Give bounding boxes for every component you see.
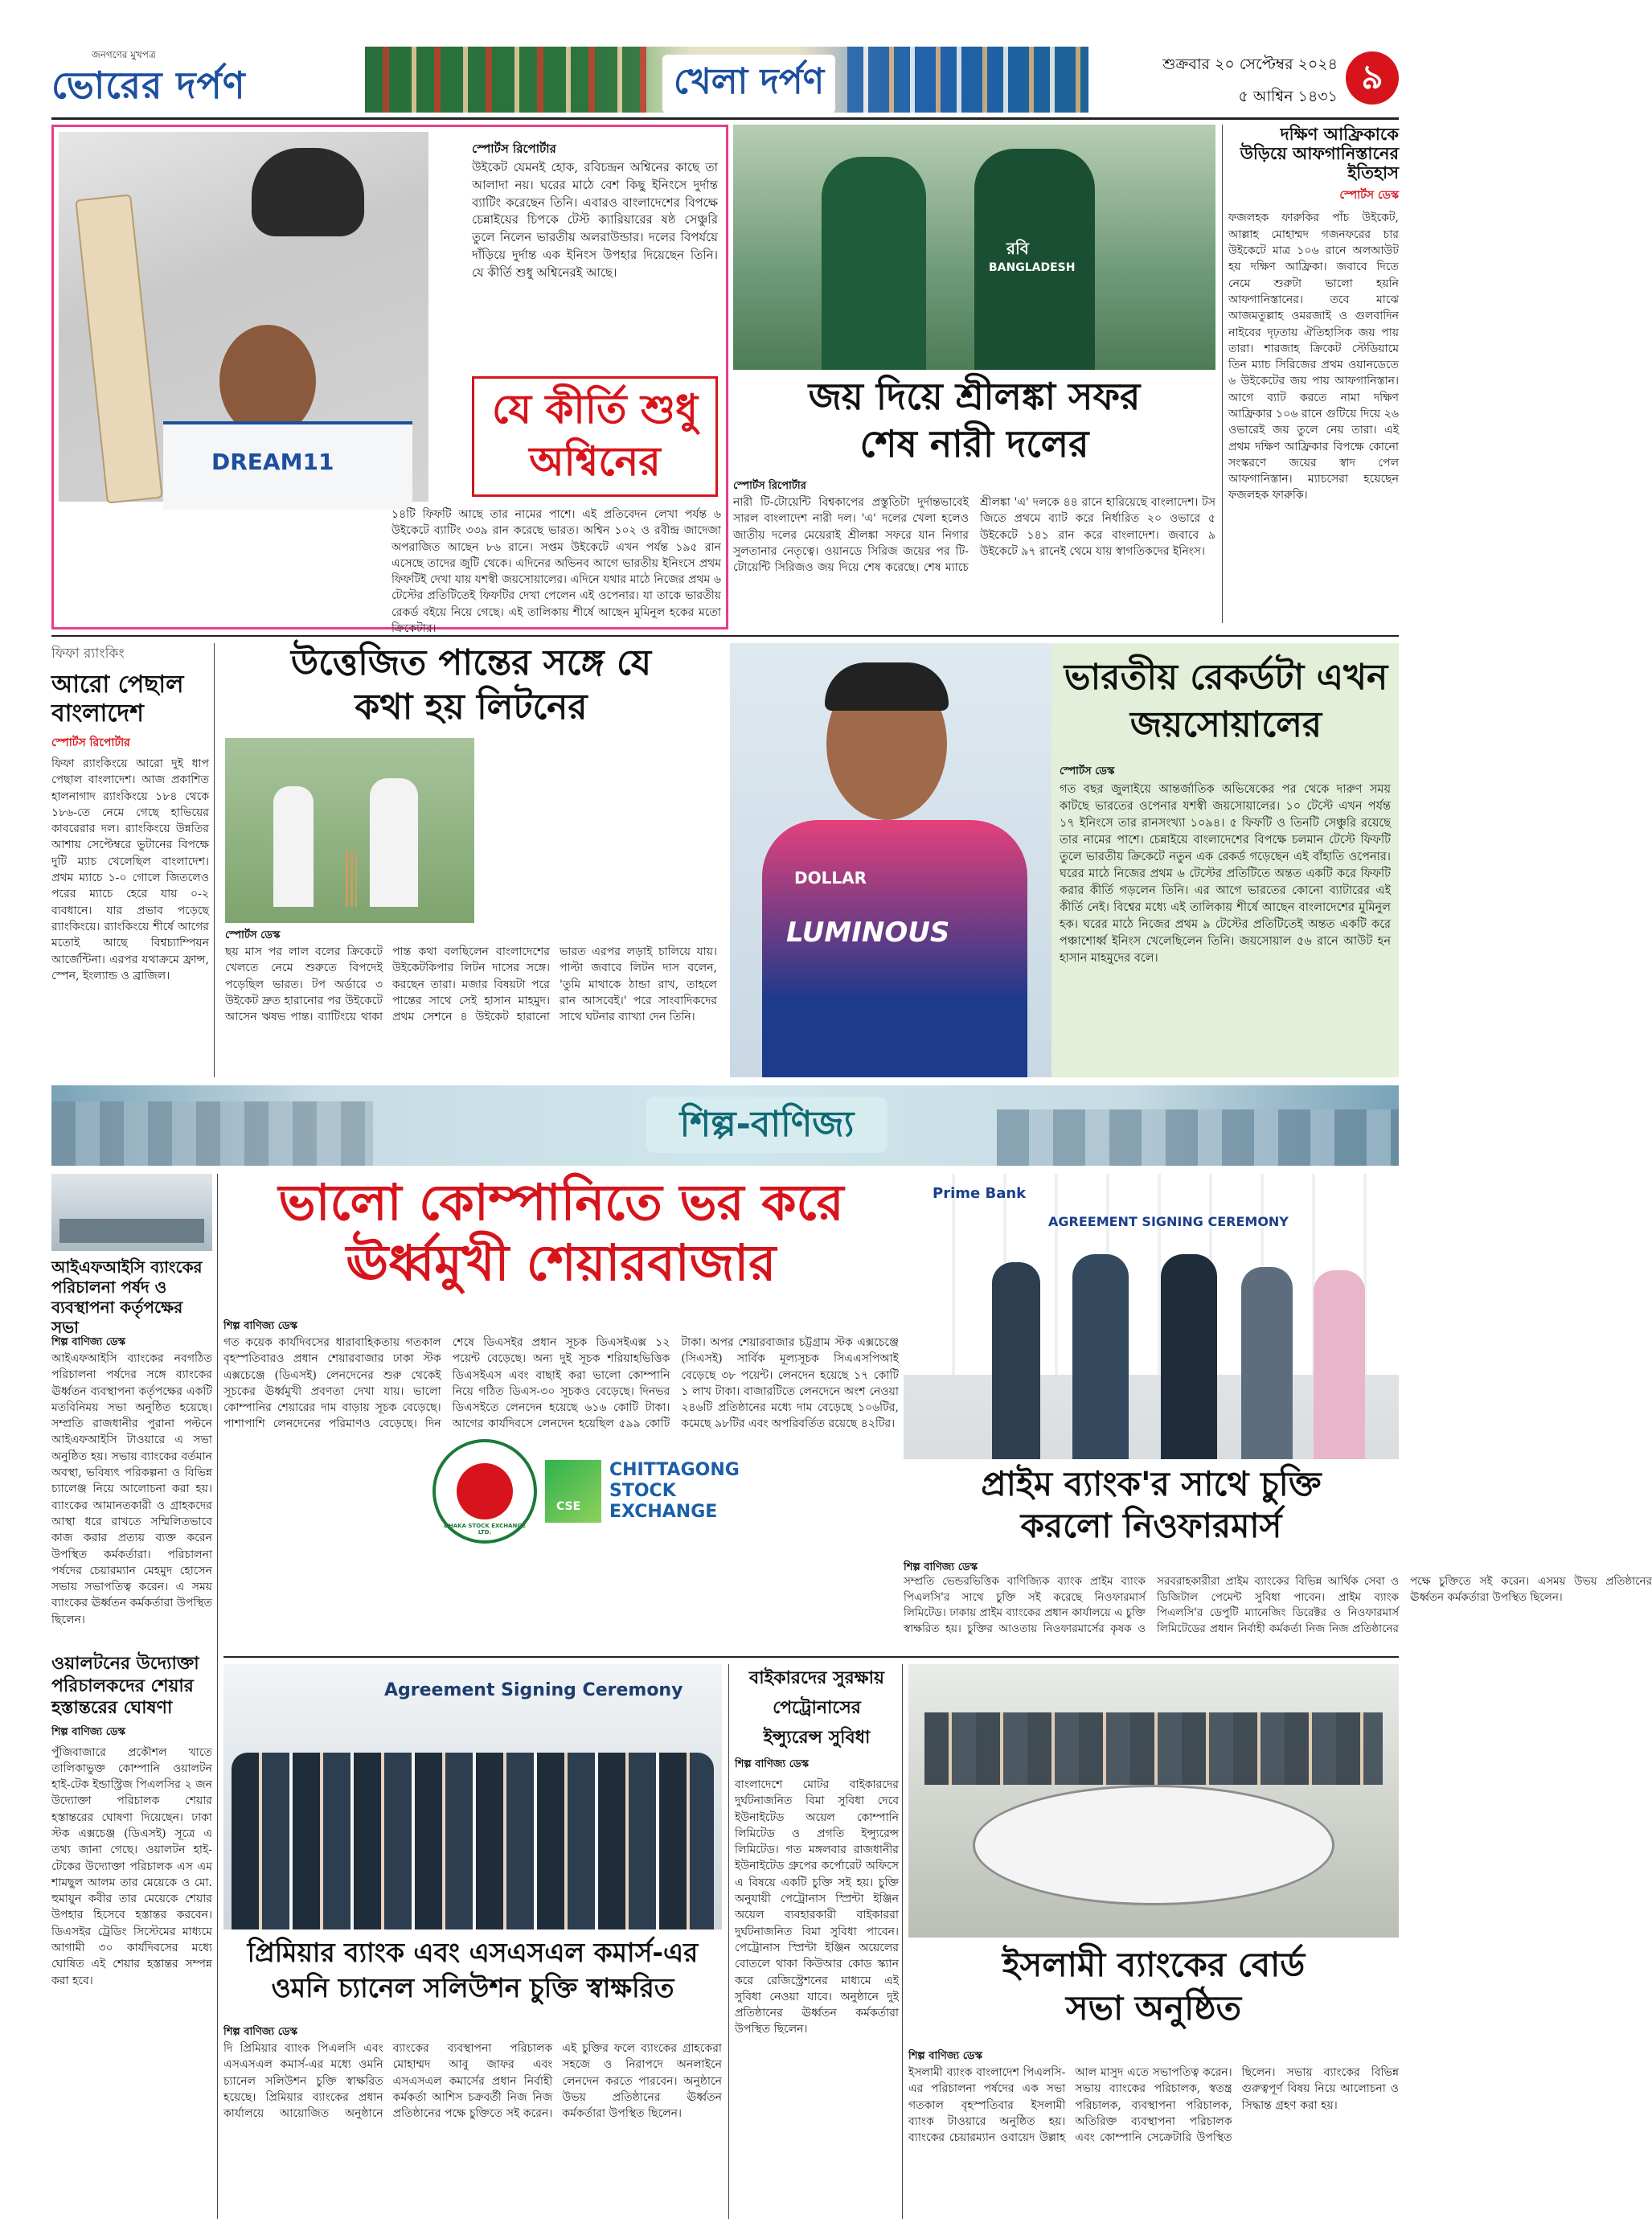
cse-logo	[545, 1455, 746, 1528]
prime-title	[904, 1465, 1399, 1546]
women-byline: স্পোর্টস রিপোর্টার	[733, 480, 806, 492]
jersey-sponsor-main: LUMINOUS	[786, 917, 950, 949]
jersey-robi: রবি	[1006, 239, 1029, 258]
premier-photo	[223, 1664, 722, 1929]
prime-title-line1: প্রাইম ব্যাংক'র সাথে চুক্তি	[981, 1464, 1322, 1503]
islami-title-line2: সভা অনুষ্ঠিত	[1065, 1988, 1242, 2028]
jersey-bangladesh: BANGLADESH	[989, 261, 1076, 274]
jaiswal-story	[730, 643, 1399, 1077]
jersey-sponsor-top: DOLLAR	[794, 868, 867, 888]
jaiswal-title-line2: জয়সোয়ালের	[1129, 703, 1322, 745]
ific-title: আইএফআইসি ব্যাংকের পরিচালনা পর্ষদ ও ব্যবস্থাপনা কর্তৃপক্ষের সভা	[51, 1257, 203, 1337]
ashwin-intro: উইকেট যেমনই হোক, রবিচন্দ্রন অশ্বিনের কাছে তা আলাদা নয়। ঘরের মাঠে বেশ কিছু ইনিংসে দুর্দান্ত ব্যাটিং করেছেন তিনি। এবারও বাংলাদেশের বিপক্ষে চেন্নাইয়ের চিপকে টেস্ট ক্যারিয়ারের ষষ্ঠ সেঞ্চুরি তুলে নিলেন ভারতীয় অলরাউন্ডার। দলের বিপর্যয়ে দাঁড়িয়ে দুর্দান্ত এক ইনিংস উপহার দিয়েছেন তিনি। যে কীর্তি শুধু অশ্বিনেরই আছে।	[472, 160, 718, 280]
petronas-title	[735, 1664, 899, 1753]
player-shirt	[163, 421, 412, 510]
cse-tag: CSE	[556, 1500, 581, 1513]
pant-title	[220, 643, 722, 728]
cse-logo-line1: CHITTAGONG	[609, 1460, 740, 1480]
commerce-section-title: শিল্প-বাণিজ্য	[646, 1097, 887, 1153]
walton-body: পুঁজিবাজারে প্রকৌশল খাতে তালিকাভুক্ত কোম্পানি ওয়ালটন হাই-টেক ইন্ডাস্ট্রিজ পিএলসির ২ জন উদ্যোক্তা পরিচালক শেয়ার হস্তান্তরের ঘোষণা দিয়েছেন। ঢাকা স্টক এক্সচেঞ্জ (ডিএসই) সূত্রে এ তথ্য জানা গেছে। ওয়ালটন হাই-টেকের উদ্যোক্তা পরিচালক এস এম শামছুল আলম তার মেয়েকে ও মো. হুমায়ুন কবীর তার মেয়েকে শেয়ার উপহার হিসেবে হস্তান্তর করবেন। ডিএসইর ট্রেডিং সিস্টেমের মাধ্যমে আগামী ৩০ কার্যদিবসের মধ্যে ঘোষিত এই শেয়ার হস্তান্তর সম্পন্ন করা হবে।	[51, 1745, 212, 1987]
afghan-story	[1228, 125, 1399, 623]
premier-banner: Agreement Signing Ceremony	[384, 1680, 683, 1700]
meeting-table	[59, 1219, 204, 1243]
masthead-date-bengali: ৫ আশ্বিন ১৪৩১	[1238, 88, 1338, 105]
premier-byline: শিল্প বাণিজ্য ডেস্ক	[223, 2026, 297, 2038]
islami-byline: শিল্প বাণিজ্য ডেস্ক	[908, 2050, 982, 2062]
cse-logo-line3: EXCHANGE	[609, 1502, 718, 1522]
premier-body: দি প্রিমিয়ার ব্যাংক পিএলসি এবং এসএসএল কমার্স-এর মধ্যে ওমনি চ্যানেল সলিউশন চুক্তি স্বাক্ষরিত হয়েছে। প্রিমিয়ার ব্যাংকের প্রধান কার্যালয়ে আয়োজিত অনুষ্ঠানে ব্যাংকের ব্যবস্থাপনা পরিচালক মোহাম্মদ আবু জাফর এবং এসএসএল কমার্সের প্রধান নির্বাহী কর্মকর্তা আশিস চক্রবর্তী নিজ নিজ প্রতিষ্ঠানের পক্ষে চুক্তিতে সই করেন। এই চুক্তির ফলে ব্যাংকের গ্রাহকেরা সহজে ও নিরাপদে অনলাইনে লেনদেন করতে পারবেন। অনুষ্ঠানে উভয় প্রতিষ্ঠানের ঊর্ধ্বতন কর্মকর্তারা উপস্থিত ছিলেন।	[223, 2042, 722, 2121]
ific-byline: শিল্প বাণিজ্য ডেস্ক	[51, 1336, 125, 1348]
prime-byline: শিল্প বাণিজ্য ডেস্ক	[904, 1561, 978, 1573]
premier-title	[223, 1938, 722, 2003]
women-title-line2: শেষ নারী দলের	[859, 421, 1089, 465]
stumps	[346, 851, 357, 907]
person-1	[992, 1262, 1040, 1459]
premier-title-line1: প্রিমিয়ার ব্যাংক এবং এসএসএল কমার্স-এর	[247, 1937, 699, 1968]
fifa-byline: স্পোর্টস রিপোর্টার	[51, 736, 130, 749]
fifa-label: ফিফা র‌্যাংকিং	[51, 646, 125, 662]
ashwin-title-text: যে কীর্তি শুধু অশ্বিনের	[491, 386, 699, 485]
market-body: গত কয়েক কার্যদিবসের ধারাবাহিকতায় গতকাল বৃহস্পতিবারও প্রধান শেয়ারবাজার ঢাকা স্টক এক্সচেঞ্জে (ডিএসই) লেনদেনের শুরু থেকেই সূচকের ঊর্ধ্বমুখী প্রবণতা দেখা যায়। ভালো কোম্পানির শেয়ারের দাম বাড়ায় সূচক বেড়েছে। পাশাপাশি লেনদেনের পরিমাণও বেড়েছে। দিন শেষে ডিএসইর প্রধান সূচক ডিএসইএক্স ১২ পয়েন্ট বেড়েছে। অন্য দুই সূচক শরিয়াহভিত্তিক ডিএসইএস এবং বাছাই করা ভালো কোম্পানি নিয়ে গঠিত ডিএস-৩০ সূচকও বেড়েছে। দিনভর ডিএসইতে লেনদেন হয়েছে ৬১৬ কোটি টাকা। আগের কার্যদিবসে লেনদেন হয়েছিল ৫৯৯ কোটি টাকা। অপর শেয়ারবাজার চট্টগ্রাম স্টক এক্সচেঞ্জে (সিএসই) সার্বিক মূল্যসূচক সিএএসপিআই বেড়েছে ৩৮ পয়েন্ট। লেনদেন হয়েছে ১৭ কোটি ১ লাখ টাকা। বাজারটিতে লেনদেনে অংশ নেওয়া ২৪৬টি প্রতিষ্ঠানের মধ্যে দাম বেড়েছে ১০৬টির, কমেছে ৯৮টির এবং অপরিবর্তিত রয়েছে ৪২টির।	[223, 1336, 899, 1431]
pant-photo	[225, 738, 474, 923]
masthead	[51, 47, 1399, 113]
market-title	[223, 1174, 899, 1292]
fifa-story	[51, 643, 209, 1077]
batter-1	[273, 786, 314, 907]
women-body: নারী টি-টোয়েন্টি বিশ্বকাপের প্রস্তুতিটা দুর্দান্তভাবেই সারল বাংলাদেশ নারী দল। 'এ' দলের খেলা হলেও জাতীয় দলের মেয়েরাই শ্রীলঙ্কা সফরে যান নিগার সুলতানার নেতৃত্বে। ওয়ানডে সিরিজ জয়ের পর টি-টোয়েন্টি সিরিজও জয় দিয়ে শেষ করেছে। শেষ ম্যাচে শ্রীলঙ্কা 'এ' দলকে ৪৪ রানে হারিয়েছে বাংলাদেশ। টস জিতে প্রথমে ব্যাট করে নির্ধারিত ২০ ওভারে ৫ উইকেটে ১৪১ রান করে বাংলাদেশ। জবাবে ৯ উইকেটে ৯৭ রানেই থেমে যায় স্বাগতিকদের ইনিংস।	[733, 496, 1215, 575]
prime-ceremony-text: AGREEMENT SIGNING CEREMONY	[1048, 1214, 1289, 1229]
person-2	[1072, 1254, 1129, 1459]
player-right	[974, 149, 1095, 370]
islami-photo	[908, 1664, 1399, 1938]
prime-logo-text: Prime Bank	[933, 1185, 1027, 1202]
dse-logo	[432, 1439, 537, 1544]
prime-title-line2: করলো নিওফারমার্স	[1020, 1506, 1282, 1546]
walton-title: ওয়ালটনের উদ্যোক্তা পরিচালকদের শেয়ার হস্তান্তরের ঘোষণা	[51, 1654, 199, 1718]
player-left	[822, 157, 926, 370]
ashwin-title	[472, 376, 718, 497]
section-divider-1	[51, 635, 1399, 637]
pant-byline: স্পোর্টস ডেস্ক	[225, 929, 281, 941]
market-story	[223, 1174, 899, 1648]
banner-factory-left	[51, 1101, 373, 1166]
islami-title	[908, 1946, 1399, 2028]
person-4	[1241, 1267, 1293, 1459]
shirt-sponsor: DREAM11	[211, 449, 334, 475]
masthead-date-gregorian: শুক্রবার ২০ সেপ্টেম্বর ২০২৪	[1162, 55, 1338, 73]
batter-2	[370, 778, 418, 907]
ashwin-body: ১৪টি ফিফটি আছে তার নামের পাশে। এই প্রতিবেদন লেখা পর্যন্ত ৬ উইকেটে ব্যাটিং ৩৩৯ রান করেছে ভারত। অশ্বিন ১০২ ও রবীন্দ্র জাদেজা অপরাজিত আছেন ৮৬ রানে। সপ্তম উইকেটে এখন পর্যন্ত ১৯৫ রান এসেছে তাদের জুটি থেকে। এদিনের অভিনব আগে ভারতীয় ইনিংসে প্রথম ফিফটিই দেখা যায় যশস্বী জয়সোয়ালের। এদিনে যথার মাঠে নিজের প্রথম ৬ টেস্টের প্রতিটিতেই ফিফটির দেখা পেলেন এই ওপেনার। যা তাকে ভারতীয় রেকর্ড বইয়ে নিয়ে গেছে। এই তালিকায় শীর্ষে আছেন মুমিনুল হকের মতো ক্রিকেটার।	[391, 508, 721, 636]
petronas-story	[735, 1664, 899, 2219]
commerce-banner	[51, 1085, 1399, 1166]
section-divider-2	[223, 1656, 1399, 1658]
pant-body: ছয় মাস পর লাল বলের ক্রিকেটে খেলতে নেমে শুরুতে বিপদেই পড়েছিল ভারত। টপ অর্ডারে ৩ উইকেট দ্রুত হারানোর পর উইকেটে আসেন ঋষভ পান্ত। ব্যাটিংয়ে থাকা পান্ত কথা বলছিলেন বাংলাদেশের উইকেটকিপার লিটন দাসের সঙ্গে। করছেন তারা। মজার বিষয়টা পরে পান্তের সাথে সেই হাসান মাহমুদ। প্রথম সেশনে ৪ উইকেট হারানো ভারত এরপর লড়াই চালিয়ে যায়। পাল্টা জবাবে লিটন দাস বলেন, 'তুমি মাথাকে ঠান্ডা রাখ, তাহলে রান আসবেই।' পরে সাংবাদিকদের সাথে ঘটনার ব্যাখ্যা দেন তিনি।	[225, 945, 717, 1024]
masthead-players-right	[847, 47, 1088, 113]
jaiswal-byline: স্পোর্টস ডেস্ক	[1060, 765, 1115, 777]
ific-photo	[51, 1174, 212, 1251]
ific-body: আইএফআইসি ব্যাংকের নবগঠিত পরিচালনা পর্ষদের সঙ্গে ব্যাংকের ঊর্ধ্বতন ব্যবস্থাপনা কর্তৃপক্ষের একটি মতবিনিময় সভা অনুষ্ঠিত হয়েছে। সম্প্রতি রাজধানীর পুরানা পল্টনে আইএফআইসি টাওয়ারে এ সভা অনুষ্ঠিত হয়। সভায় ব্যাংকের বর্তমান অবস্থা, ভবিষ্যৎ পরিকল্পনা ও বিভিন্ন চ্যালেঞ্জ নিয়ে আলোচনা করা হয়। ব্যাংকের আমানতকারী ও গ্রাহকদের আস্থা ধরে রাখতে সম্মিলিতভাবে কাজ করার প্রত্যয় ব্যক্ত করেন উপস্থিত কর্মকর্তারা। পরিচালনা পর্ষদের চেয়ারম্যান মেহমুদ হোসেন সভায় সভাপতিত্ব করেন। এ সময় ব্যাংকের ঊর্ধ্বতন কর্মকর্তারা উপস্থিত ছিলেন।	[51, 1352, 212, 1626]
masthead-section-title: খেলা দর্পণ	[662, 55, 835, 113]
walton-story	[51, 1653, 212, 2216]
person-3	[1161, 1254, 1217, 1459]
jaiswal-photo	[730, 643, 1051, 1077]
jaiswal-title-line1: ভারতীয় রেকর্ডটা এখন	[1064, 657, 1388, 698]
afghan-body: ফজলহক ফারুকির পাঁচ উইকেট, আল্লাহ মোহাম্মদ গজনফরের চার উইকেটে মাত্র ১০৬ রানে অলআউট হয় দক্ষিণ আফ্রিকা। জবাবে দিতে নেমে শুরুটা ভালো হয়নি আফগানিস্তানের। তবে মাঝে আজমতুল্লাহ ওমরজাই ও গুলবাদিন নাইবের দৃঢ়তায় ঐতিহাসিক জয় পায় তারা। শারজাহ ক্রিকেট স্টেডিয়ামে তিন ম্যাচ সিরিজের প্রথম ওয়ানডেতে ৬ উইকেটের জয় পায় আফগানিস্তান। আগে ব্যাট করতে নামা দক্ষিণ আফ্রিকার ১০৬ রানে গুটিয়ে দিয়ে ২৬ ওভারেই জয় তুলে নেয় তারা। এই প্রথম দক্ষিণ আফ্রিকার বিপক্ষে কোনো সংস্করণে জয়ের স্বাদ পেল আফগানিস্তান। ম্যাচসেরা হয়েছেন ফজলহক ফারুকি।	[1228, 211, 1399, 502]
prime-body: সম্প্রতি ভেন্ডরভিত্তিক বাণিজ্যিক ব্যাংক প্রাইম ব্যাংক পিএলসি'র সাথে চুক্তি সই করেছে নিওফারমার্স লিমিটেড। ঢাকায় প্রাইম ব্যাংকের প্রধান কার্যালয়ে এ চুক্তি স্বাক্ষরিত হয়। চুক্তির আওতায় নিওফারমার্সের কৃষক ও সরবরাহকারীরা প্রাইম ব্যাংকের বিভিন্ন আর্থিক সেবা ও ডিজিটাল পেমেন্ট সুবিধা পাবেন। প্রাইম ব্যাংক পিএলসি'র ডেপুটি ম্যানেজিং ডিরেক্টর ও নিওফারমার্স লিমিটেডের প্রধান নির্বাহী কর্মকর্তা নিজ নিজ প্রতিষ্ঠানের পক্ষে চুক্তিতে সই করেন। এসময় উভয় প্রতিষ্ঠানের ঊর্ধ্বতন কর্মকর্তারা উপস্থিত ছিলেন।	[904, 1575, 1652, 1635]
dse-logo-inner	[457, 1463, 513, 1519]
cse-logo-line2: STOCK	[609, 1481, 676, 1501]
dse-logo-text: DHAKA STOCK EXCHANGE LTD.	[444, 1523, 526, 1536]
pant-title-line2: কথা হয় লিটনের	[355, 686, 588, 728]
conference-table	[973, 1785, 1334, 1905]
petronas-body: বাংলাদেশে মোটর বাইকারদের দুর্ঘটনাজনিত বিমা সুবিধা দেবে ইউনাইটেড অয়েল কোম্পানি লিমিটেড ও প্রগতি ইন্স্যুরেন্স লিমিটেড। গত মঙ্গলবার রাজধানীর ইউনাইটেড গ্রুপের কর্পোরেট অফিসে এ বিষয়ে একটি চুক্তি সই হয়। চুক্তি অনুযায়ী পেট্রোনাস স্প্রিন্টা ইঞ্জিন অয়েল ব্যবহারকারী বাইকাররা দুর্ঘটনাজনিত বিমা সুবিধা পাবেন। পেট্রোনাস স্প্রিন্টা ইঞ্জিন অয়েলের বোতলে থাকা কিউআর কোড স্ক্যান করে রেজিস্ট্রেশনের মাধ্যমে এই সুবিধা নেওয়া যাবে। অনুষ্ঠানে দুই প্রতিষ্ঠানের ঊর্ধ্বতন কর্মকর্তারা উপস্থিত ছিলেন।	[735, 1778, 899, 2036]
masthead-logo-text: ভোরের দর্পণ	[51, 64, 246, 107]
fifa-title: আরো পেছাল বাংলাদেশ	[51, 670, 184, 728]
cse-logo-mark	[545, 1460, 601, 1523]
women-photo	[733, 125, 1215, 370]
masthead-logo-tagline: জনগণের মুখপত্র	[92, 49, 156, 60]
petronas-title-line1: বাইকারদের সুরক্ষায়	[749, 1668, 884, 1688]
fifa-body: ফিফা র‌্যাংকিংয়ে আরো দুই ধাপ পেছাল বাংলাদেশ। আজ প্রকাশিত হালনাগাদ র‌্যাংকিংয়ে ১৮৪ থেকে ১৮৬-তে নেমে গেছে হাভিয়ের কাবরেরার দল। র‌্যাংকিংয়ে উন্নতির আশায় সেপ্টেম্বরে ভুটানের বিপক্ষে দুটি ম্যাচ খেলেছিল বাংলাদেশ। প্রথম ম্যাচে ১-০ গোলে জিতলেও পরের ম্যাচে হেরে যায় ০-২ ব্যবধানে। যার প্রভাব পড়েছে র‌্যাংকিংয়ে। র‌্যাংকিংয়ে শীর্ষে আগের মতোই আছে বিশ্বচ্যাম্পিয়ন আর্জেন্টিনা। এরপর যথাক্রমে ফ্রান্স, স্পেন, ইংল্যান্ড ও ব্রাজিল।	[51, 757, 209, 982]
col-divider	[214, 643, 215, 1077]
jaiswal-hair	[825, 662, 949, 711]
masthead-divider	[51, 117, 1399, 120]
premier-title-line2: ওমনি চ্যানেল সলিউশন চুক্তি স্বাক্ষরিত	[271, 1971, 674, 2003]
board-members	[924, 1712, 1383, 1785]
pant-title-line1: উত্তেজিত পান্তের সঙ্গে যে	[290, 642, 652, 683]
petronas-title-line3: ইন্স্যুরেন্স সুবিধা	[763, 1728, 871, 1748]
petronas-title-line2: পেট্রোনাসের	[773, 1698, 861, 1718]
market-title-line2: ঊর্ধ্বমুখী শেয়ারবাজার	[346, 1233, 777, 1293]
afghan-title: দক্ষিণ আফ্রিকাকে উড়িয়ে আফগানিস্তানের ইতিহাস	[1240, 125, 1399, 183]
jaiswal-jersey	[762, 820, 1027, 1077]
page-number: ৯	[1346, 51, 1399, 105]
women-title	[733, 375, 1215, 465]
bat-shape	[75, 194, 162, 503]
col-divider	[902, 1664, 903, 2219]
col-divider	[217, 1174, 218, 2219]
group-people	[232, 1753, 714, 1929]
banner-ships-right	[997, 1109, 1399, 1166]
ific-story	[51, 1174, 212, 1648]
col-divider	[1222, 125, 1223, 623]
player-head	[219, 325, 316, 437]
women-title-line1: জয় দিয়ে শ্রীলঙ্কা সফর	[808, 375, 1141, 418]
jaiswal-body: গত বছর জুলাইয়ে আন্তর্জাতিক অভিষেকের পর থেকে দারুণ সময় কাটছে ভারতের ওপেনার যশস্বী জয়সোয়ালের। ১০ টেস্টে এখন পর্যন্ত ১৭ ইনিংসে তার রানসংখ্যা ১০৯৪। ৫ ফিফটি ও তিনটি সেঞ্চুরি রয়েছে তার নামের পাশে। চেন্নাইয়ে বাংলাদেশের বিপক্ষে চলমান টেস্টে ফিফটি তুলে ভারতীয় ক্রিকেটে নতুন এক রেকর্ড গড়েছেন এই বাঁহাতি ওপেনার। ঘরের মাঠে নিজের প্রথম ৬ টেস্টের প্রতিটিতে অন্তত একটি করে ফিফটি করার কীর্তি গড়লেন তিনি। এর আগে ভারতের কোনো ব্যাটারের এই কীর্তি নেই। বিশ্বের মধ্যে এই তালিকায় শীর্ষে আছেন বাংলাদেশের মুমিনুল হক। ঘরের মাঠে নিজের প্রথম ৯ টেস্টের প্রতিটিতেই অন্তত একটি করে পঞ্চাশোর্ধ্ব ইনিংস খেলেছিলেন তিনি। জয়সোয়াল ৫৬ রানে আউট হন হাসান মাহমুদের বলে।	[1060, 783, 1391, 966]
afghan-byline: স্পোর্টস ডেস্ক	[1339, 189, 1399, 203]
islami-title-line1: ইসলামী ব্যাংকের বোর্ড	[1002, 1945, 1306, 1984]
ashwin-byline: স্পোর্টস রিপোর্টার	[472, 141, 556, 156]
masthead-date	[1137, 53, 1338, 111]
masthead-logo	[51, 47, 357, 113]
pant-story	[220, 643, 722, 1077]
prime-story	[904, 1174, 1652, 1648]
prime-photo	[904, 1174, 1399, 1459]
col-divider	[728, 1664, 729, 2219]
market-title-line1: ভালো কোম্পানিতে ভর করে	[278, 1173, 844, 1232]
jaiswal-title	[1060, 658, 1392, 745]
premier-story	[223, 1664, 722, 2219]
market-byline: শিল্প বাণিজ্য ডেস্ক	[223, 1320, 297, 1332]
masthead-players-left	[365, 47, 646, 113]
ashwin-story	[51, 125, 728, 636]
helmet-shape	[252, 148, 364, 236]
ashwin-photo	[59, 132, 428, 502]
islami-story	[908, 1664, 1399, 2219]
women-story	[733, 125, 1215, 623]
walton-byline: শিল্প বাণিজ্য ডেস্ক	[51, 1725, 125, 1738]
islami-body: ইসলামী ব্যাংক বাংলাদেশ পিএলসি-এর পরিচালনা পর্ষদের এক সভা গতকাল বৃহস্পতিবার ইসলামী ব্যাংক টাওয়ারে অনুষ্ঠিত হয়। ব্যাংকের চেয়ারম্যান ওবায়েদ উল্লাহ আল মাসুদ এতে সভাপতিত্ব করেন। সভায় ব্যাংকের পরিচালক, স্বতন্ত্র পরিচালক, ব্যবস্থাপনা পরিচালক, অতিরিক্ত ব্যবস্থাপনা পরিচালক এবং কোম্পানি সেক্রেটারি উপস্থিত ছিলেন। সভায় ব্যাংকের বিভিন্ন গুরুত্বপূর্ণ বিষয় নিয়ে আলোচনা ও সিদ্ধান্ত গ্রহণ করা হয়।	[908, 2066, 1399, 2145]
petronas-byline: শিল্প বাণিজ্য ডেস্ক	[735, 1758, 809, 1770]
person-5	[1314, 1270, 1365, 1459]
masthead-sports-banner	[365, 47, 1088, 113]
